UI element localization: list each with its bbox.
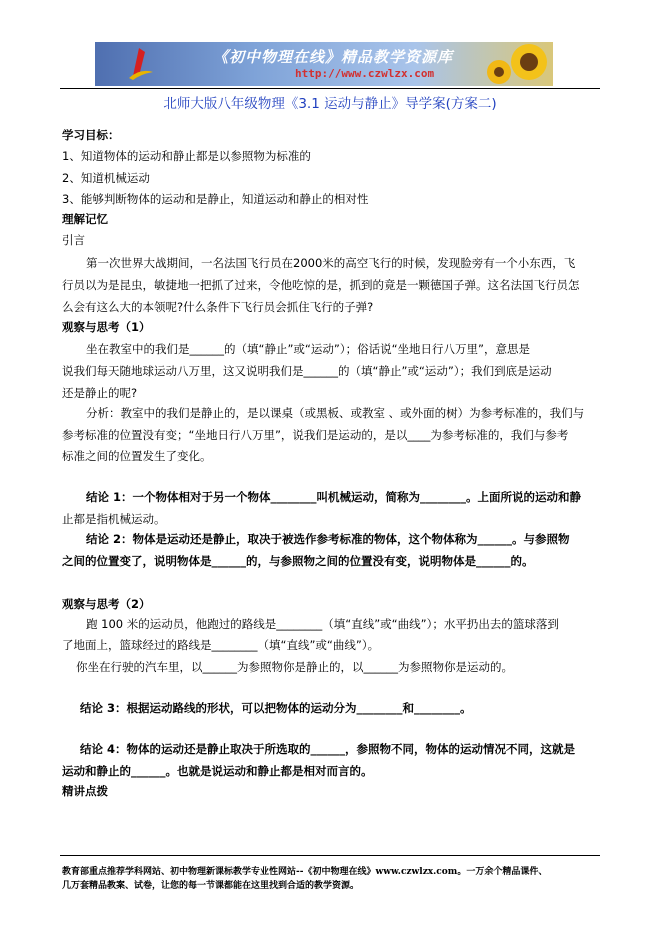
observe-2-line: 了地面上，篮球经过的路线是________（填“直线”或“曲线”）。 [62, 638, 380, 652]
banner-title: 《初中物理在线》精品教学资源库 [213, 48, 454, 66]
analysis-line: 参考标准的位置没有变；“坐地日行八万里”，说我们是运动的，是以____为参考标准的，我们与参考 [62, 428, 569, 442]
conclusion-2-line: 结论 2：物体是运动还是静止，取决于被选作参考标准的物体，这个物体称为______。与参照物 [86, 532, 570, 546]
conclusion-1-line: 止都是指机械运动。 [62, 512, 166, 526]
header-rule [60, 88, 600, 89]
conclusion-4-line: 运动和静止的______。也就是说运动和静止都是相对而言的。 [62, 764, 373, 778]
observe-heading-2: 观察与思考（2） [62, 597, 151, 611]
sunflower-icon [481, 42, 551, 86]
footer-rule [60, 855, 600, 856]
observe-2-line: 跑 100 米的运动员，他跑过的路线是________（填“直线”或“曲线”）；水平扔出去的篮球落到 [86, 617, 559, 631]
conclusion-4-line: 结论 4：物体的运动还是静止取决于所选取的______，参照物不同，物体的运动情况不同，这就是 [80, 742, 576, 756]
explanation-heading: 精讲点拨 [62, 784, 108, 798]
observe-heading-1: 观察与思考（1） [62, 320, 151, 334]
conclusion-3-line: 结论 3：根据运动路线的形状，可以把物体的运动分为________和________。 [80, 701, 472, 715]
objective-2: 2、知道机械运动 [62, 171, 150, 185]
observe-paragraph-line: 说我们每天随地球运动八万里，这又说明我们是______的（填“静止”或“运动”）；我们到底是运动 [62, 364, 552, 378]
section-heading: 理解记忆 [62, 212, 108, 226]
analysis-line: 标准之间的位置发生了变化。 [62, 449, 212, 463]
intro-paragraph-line: 么会有这么大的本领呢?什么条件下飞行员会抓住飞行的子弹? [62, 300, 374, 314]
intro-paragraph-line: 第一次世界大战期间，一名法国飞行员在2000米的高空飞行的时候，发现脸旁有一个小东西，飞 [86, 256, 576, 270]
observe-2-line: 你坐在行驶的汽车里，以______为参照物你是静止的，以______为参照物你是运动的。 [76, 660, 513, 674]
objective-1: 1、知道物体的运动和静止都是以参照物为标准的 [62, 149, 311, 163]
footer-line: 教育部重点推荐学科网站、初中物理新课标教学专业性网站--《初中物理在线》www.czwlzx.com。一万余个精品课件、 [62, 867, 548, 877]
intro-paragraph-line: 行员以为是昆虫，敏捷地一把抓了过来，令他吃惊的是，抓到的竟是一颗德国子弹。这名法国飞行员怎 [62, 278, 580, 292]
logo-icon [125, 46, 155, 82]
objective-3: 3、能够判断物体的运动和是静止，知道运动和静止的相对性 [62, 192, 369, 206]
intro-label: 引言 [62, 233, 85, 247]
objectives-heading: 学习目标： [62, 128, 120, 142]
footer-line: 几万套精品教案、试卷，让您的每一节课都能在这里找到合适的教学资源。 [62, 881, 360, 891]
header-banner [95, 42, 553, 86]
page-title: 北师大版八年级物理《3.1 运动与静止》导学案(方案二) [163, 96, 497, 112]
conclusion-2-line: 之间的位置变了，说明物体是______的，与参照物之间的位置没有变，说明物体是______的。 [62, 554, 534, 568]
conclusion-1-line: 结论 1：一个物体相对于另一个物体________叫机械运动，简称为________。上面所说的运动和静 [86, 490, 582, 504]
observe-paragraph-line: 坐在教室中的我们是______的（填“静止”或“运动”）；俗话说“坐地日行八万里”，意思是 [86, 342, 530, 356]
observe-paragraph-line: 还是静止的呢? [62, 386, 138, 400]
analysis-line: 分析：教室中的我们是静止的，是以课桌（或黑板、或教室 、或外面的树）为参考标准的，我们与 [86, 406, 585, 420]
banner-url[interactable]: http://www.czwlzx.com [295, 67, 435, 80]
